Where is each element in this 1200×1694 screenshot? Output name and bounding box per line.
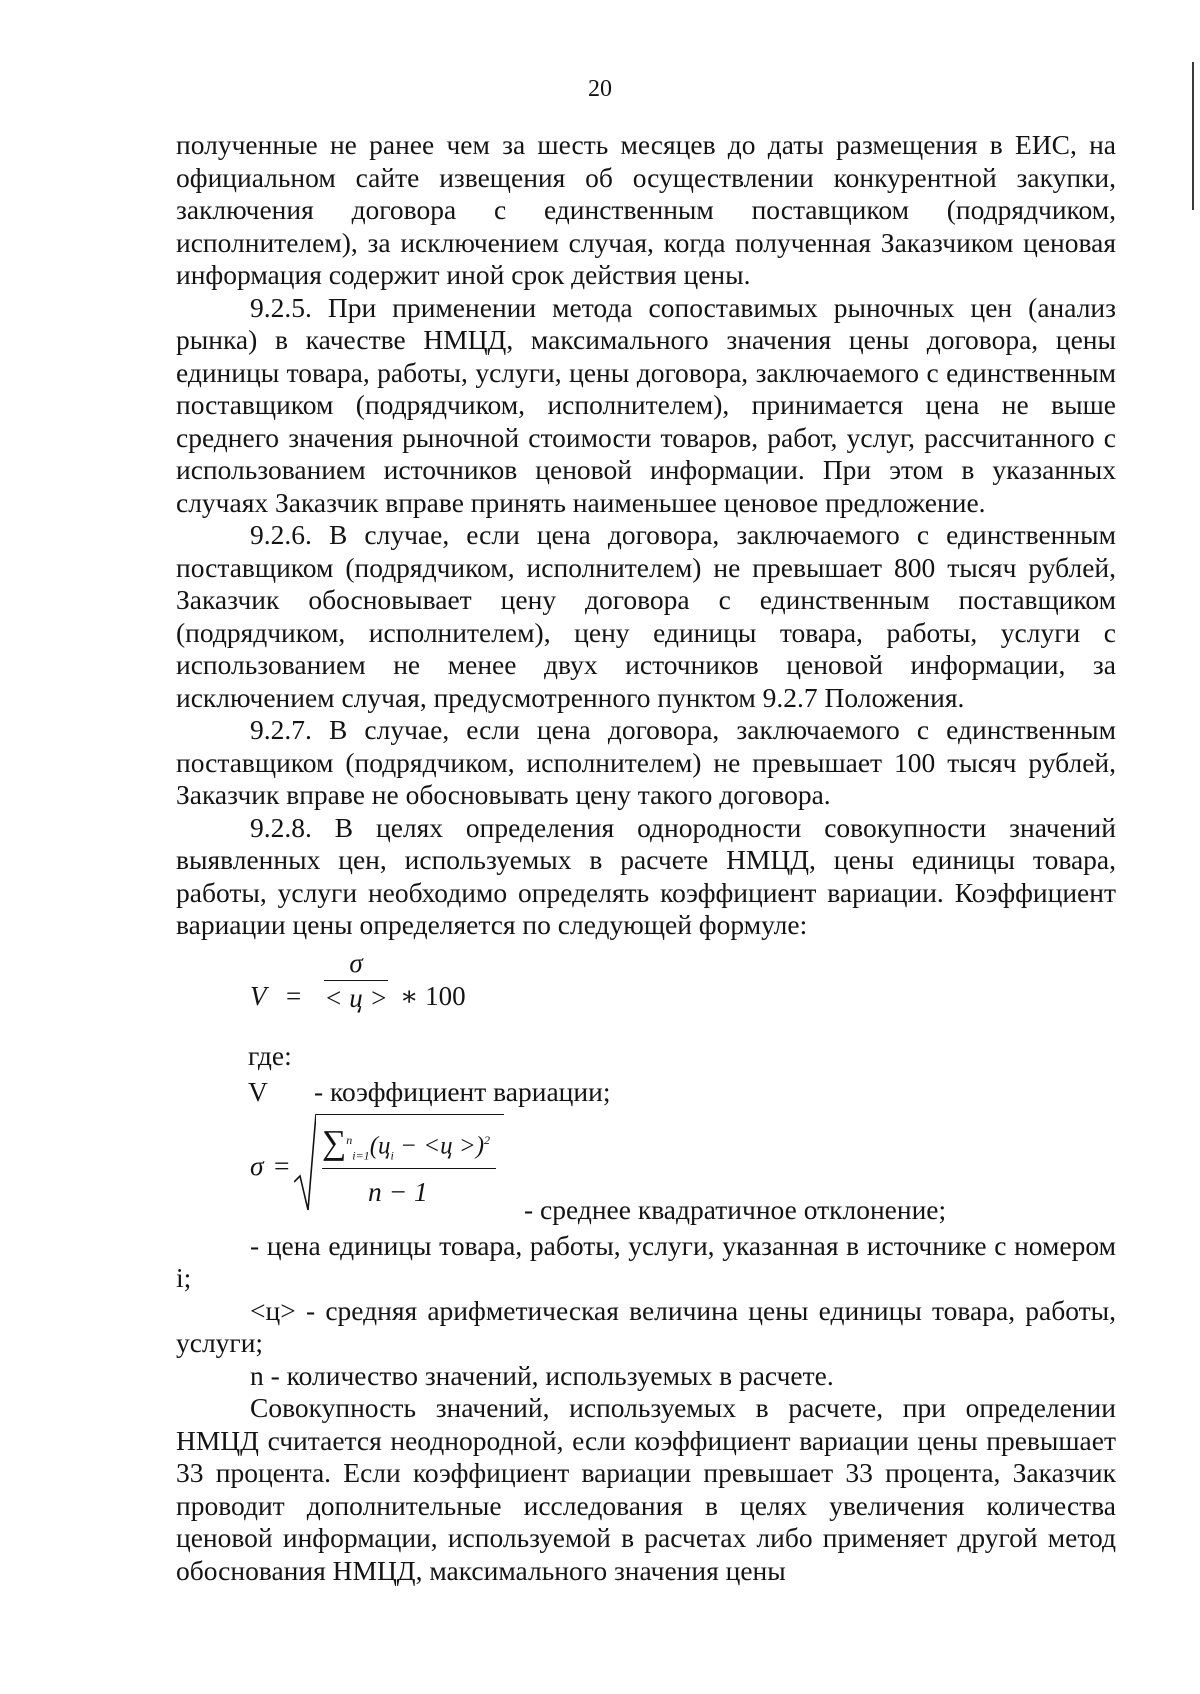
formula-sigma-denominator: n − 1 xyxy=(368,1175,428,1207)
paragraph-9-2-8: 9.2.8. В целях определения однородности совокупности значений выявленных цен, используемых в расчете НМЦД, цены единицы товара, работы, услуги необходимо определять коэффициент вариации. Коэффициент вариации цены определяется по следующей формуле: xyxy=(176,811,1116,940)
sum-symbol: ∑ xyxy=(322,1123,347,1161)
formula-v-denominator: < ц > xyxy=(324,982,388,1013)
sum-lower-limit: i=1 xyxy=(352,1147,370,1162)
definition-n: n - количество значений, используемых в расчете. xyxy=(250,1359,834,1391)
sum-term-rest: − <ц >) xyxy=(393,1131,485,1159)
definition-v-symbol: V xyxy=(248,1075,268,1107)
page-number: 20 xyxy=(588,76,612,102)
formula-variation-coefficient xyxy=(176,942,1116,1040)
paragraph-9-2-7: 9.2.7. В случае, если цена договора, заключаемого с единственным поставщиком (подрядчиком, исполнителем) не превышает 100 тысяч рублей, Заказчик вправе не обосновывать цену такого договора. xyxy=(176,714,1116,810)
paragraph-9-2-5: 9.2.5. При применении метода сопоставимых рыночных цен (анализ рынка) в качестве НМЦД, максимального значения цены договора, цены единицы товара, работы, услуги, цены договора, заключаемого с единственным поставщиком (подрядчиком, исполнителем), принимается цена не выше среднего значения рыночной стоимости товаров, работ, услуг, рассчитанного с использованием источников ценовой информации. При этом в указанных случаях Заказчик вправе принять наименьшее ценовое предложение. xyxy=(176,291,1116,518)
definition-mean-price: <ц> - средняя арифметическая величина цены единицы товара, работы, услуги; xyxy=(176,1294,1116,1358)
formula-v-numerator: σ xyxy=(349,947,363,978)
formula-sigma-lhs: σ xyxy=(250,1149,264,1181)
where-label: где: xyxy=(248,1039,292,1071)
paragraph-9-2-6: 9.2.6. В случае, если цена договора, заключаемого с единственным поставщиком (подрядчиком, исполнителем) не превышает 800 тысяч рублей, Заказчик обосновывает цену договора с единственным поставщиком (подрядчиком, исполнителем), цену единицы товара, работы, услуги с использованием не менее двух источников ценовой информации, за исключением случая, предусмотренного пунктом 9.2.7 Положения. xyxy=(176,519,1116,713)
definition-v xyxy=(176,1076,1116,1110)
formula-sigma-numerator xyxy=(322,1124,490,1172)
square-root-sign xyxy=(294,1112,316,1212)
sum-power: 2 xyxy=(484,1132,491,1147)
formula-sigma-equals: = xyxy=(274,1149,290,1181)
fraction-bar xyxy=(322,1168,496,1169)
formula-v-equals: = xyxy=(286,980,302,1011)
root-overline xyxy=(316,1114,504,1115)
definition-v-text: - коэффициент вариации; xyxy=(314,1075,611,1107)
document-body xyxy=(176,129,1116,1587)
formula-v-multiplier: ∗ 100 xyxy=(400,980,466,1011)
formula-sigma-description: - среднее квадратичное отклонение; xyxy=(524,1193,947,1225)
formula-standard-deviation xyxy=(176,1110,1116,1230)
formula-v-fraction xyxy=(324,946,388,1015)
paragraph-continuation: полученные не ранее чем за шесть месяцев до даты размещения в ЕИС, на официальном сайте извещения об осуществлении конкурентной закупки, заключения договора с единственным поставщиком (подрядчиком, исполнителем), за исключением случая, когда полученная Заказчиком ценовая информация содержит иной срок действия цены. xyxy=(176,129,1116,290)
sum-term: (ц xyxy=(369,1131,391,1159)
paragraph-heterogeneity: Совокупность значений, используемых в расчете, при определении НМЦД считается неоднородной, если коэффициент вариации цены превышает 33 процента. Если коэффициент вариации превышает 33 процента, Заказчик проводит дополнительные исследования в целях увеличения количества ценовой информации, используемой в расчетах либо применяет другой метод обоснования НМЦД, максимального значения цены xyxy=(176,1392,1116,1586)
sum-upper-limit: n xyxy=(346,1132,353,1147)
definition-price-item: - цена единицы товара, работы, услуги, указанная в источнике с номером i; xyxy=(176,1229,1116,1293)
scan-edge-line xyxy=(1192,62,1194,210)
sum-term-index: i xyxy=(390,1147,394,1162)
formula-v-lhs: V xyxy=(250,980,267,1011)
